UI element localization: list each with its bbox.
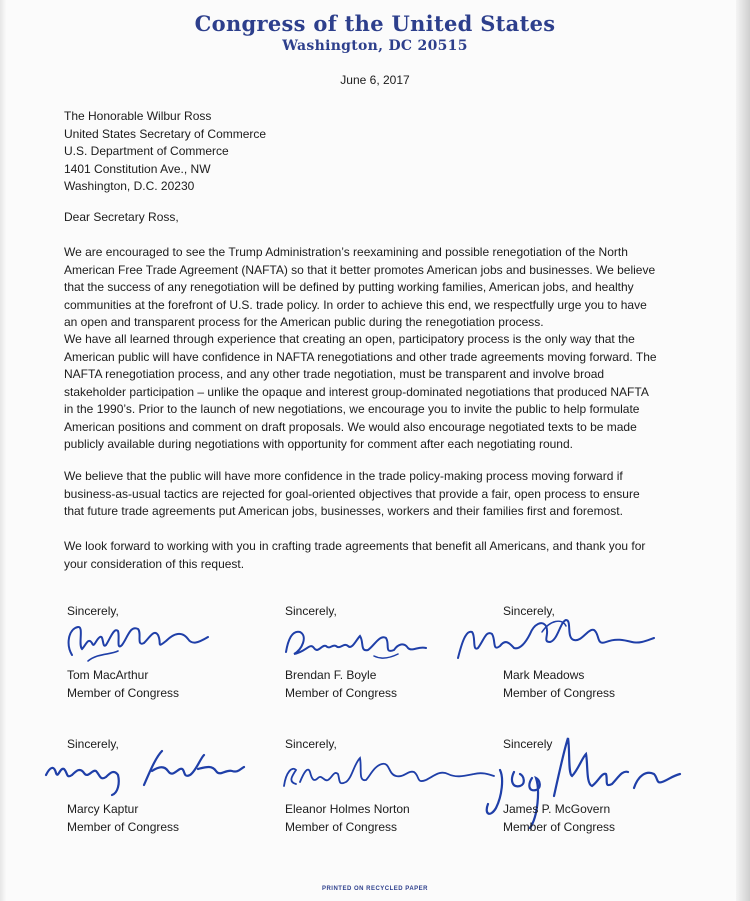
handwritten-signature-meadows (450, 612, 660, 668)
signature-name-block-boyle (285, 667, 397, 702)
paragraph-line: an open and transparent process for the American public during the renegotiation process. (64, 315, 544, 329)
paragraph-line: your consideration of this request. (64, 556, 245, 571)
paragraph-line: stakeholder participation – unlike the opaque and interest group-dominated negotiations that produced NAFTA (64, 384, 649, 399)
paragraph-line: We are encouraged to see the Trump Administration’s reexamining and possible renegotiation of the North (64, 245, 628, 259)
signatory-title: Member of Congress (503, 819, 616, 834)
signature-name-block-macarthur (67, 667, 179, 702)
paragraph-line: publicly available during negotiations with opportunity for comment after each negotiating round. (64, 437, 573, 451)
letter-date: June 6, 2017 (340, 73, 410, 87)
page-edge-left (0, 0, 6, 901)
paragraph-3 (64, 468, 694, 521)
signatory-name: Tom MacArthur (67, 668, 149, 682)
letterhead (0, 10, 750, 55)
letterhead-subtitle: Washington, DC 20515 (282, 38, 468, 54)
signature-name-block-meadows (503, 667, 615, 702)
signature-name-block-kaptur (67, 801, 179, 836)
paragraph-1 (64, 244, 694, 332)
salutation: Dear Secretary Ross, (64, 210, 179, 224)
paragraph-line: business-as-usual tactics are rejected for goal-oriented objectives that provide a fair, open process to ensure (64, 486, 640, 501)
handwritten-signature-kaptur (40, 745, 250, 801)
handwritten-signature-boyle (278, 622, 438, 666)
signatory-title: Member of Congress (285, 819, 398, 834)
signatory-name: James P. McGovern (503, 802, 611, 816)
signature-block-boyle (285, 603, 337, 621)
handwritten-signature-norton (278, 752, 498, 798)
page-edge-right (736, 0, 750, 901)
signature-closing: Sincerely, (285, 604, 337, 618)
recipient-line: The Honorable Wilbur Ross (64, 109, 212, 123)
recipient-line: 1401 Constitution Ave., NW (64, 161, 211, 176)
signatory-title: Member of Congress (285, 685, 398, 700)
signature-closing: Sincerely, (67, 604, 119, 618)
signature-block-norton (285, 736, 337, 754)
paragraph-line: We have all learned through experience that creating an open, participatory process is the only way that the (64, 332, 635, 346)
paragraph-line: NAFTA renegotiation process, and any other trade negotiation, must be transparent and involve broad (64, 367, 605, 381)
paragraph-line: that future trade agreements put American jobs, businesses, workers and their families first and foremost. (64, 504, 623, 518)
signature-name-block-mcgovern (503, 801, 615, 836)
signatory-name: Eleanor Holmes Norton (285, 802, 410, 816)
paragraph-2 (64, 331, 694, 454)
paragraph-line: American positions and comment on draft proposals. We would also encourage negotiated texts to be made (64, 419, 637, 434)
recipient-line: U.S. Department of Commerce (64, 144, 229, 158)
signatory-name: Brendan F. Boyle (285, 668, 377, 682)
signature-closing: Sincerely, (285, 737, 337, 751)
paragraph-line: We look forward to working with you in crafting trade agreements that benefit all Americans, and thank you for (64, 539, 646, 553)
recycled-paper-footer: PRINTED ON RECYCLED PAPER (321, 886, 429, 892)
signatory-name: Mark Meadows (503, 668, 585, 682)
paragraph-line: in the 1990’s. Prior to the launch of new negotiations, we encourage you to invite the public to help formulate (64, 402, 640, 416)
signature-closing: Sincerely (503, 737, 553, 751)
recipient-line: Washington, D.C. 20230 (64, 179, 195, 193)
paragraph-line: American Free Trade Agreement (NAFTA) so that it better promotes American jobs and businesses. We believe (64, 262, 656, 277)
paragraph-line: We believe that the public will have more confidence in the trade policy-making process moving forward if (64, 469, 623, 483)
paragraph-4 (64, 538, 694, 573)
signature-name-block-norton (285, 801, 410, 836)
signatory-title: Member of Congress (67, 685, 180, 700)
paragraph-line: that the success of any renegotiation will be defined by putting working families, American jobs, and healthy (64, 280, 634, 294)
handwritten-signature-macarthur (58, 615, 218, 665)
recipient-line: United States Secretary of Commerce (64, 126, 267, 141)
signatory-title: Member of Congress (67, 819, 180, 834)
signatory-title: Member of Congress (503, 685, 616, 700)
signature-closing: Sincerely, (67, 737, 119, 751)
paragraph-line: communities at the forefront of U.S. trade policy. In order to achieve this end, we respectfully urge you to have (64, 297, 647, 312)
recipient-address (64, 108, 694, 196)
paragraph-line: American public will have confidence in NAFTA renegotiations and other trade agreements moving forward. The (64, 349, 657, 364)
signatory-name: Marcy Kaptur (67, 802, 139, 816)
signature-closing: Sincerely, (503, 604, 555, 618)
letterhead-title: Congress of the United States (194, 11, 556, 36)
